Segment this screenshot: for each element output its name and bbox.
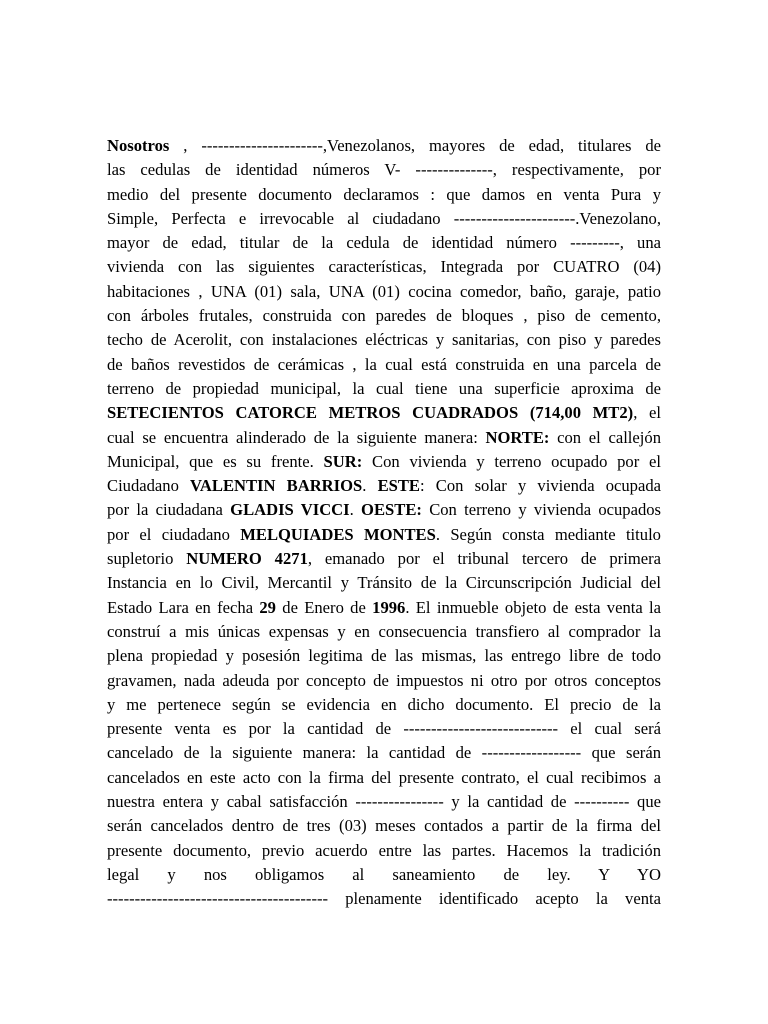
bold-text-segment: (714,00 MT2): [529, 403, 634, 423]
text-segment: Estado Lara en fecha: [107, 597, 260, 617]
text-line: [107, 863, 661, 887]
text-line: [107, 741, 661, 765]
text-line: [107, 401, 661, 425]
text-segment: construí a mis únicas expensas y en consecuencia transfiero al comprador la: [107, 621, 661, 641]
text-segment: , el: [633, 403, 661, 423]
text-line: [107, 717, 661, 741]
text-line: [107, 353, 661, 377]
text-segment: presente venta es por la cantidad de ---------------------------- el cual será: [107, 719, 661, 739]
contract-body-text: [107, 134, 661, 912]
text-line: [107, 839, 661, 863]
text-segment: , ----------------------,Venezolanos, mayores de edad, titulares de: [169, 136, 661, 155]
text-segment: mayor de edad, titular de la cedula de identidad número ---------, una: [107, 233, 661, 253]
text-segment: : Con solar y vivienda ocupada: [420, 476, 661, 496]
text-segment: . Según consta mediante titulo: [435, 524, 661, 544]
text-line: [107, 547, 661, 571]
text-segment: [518, 403, 530, 422]
text-segment: supletorio: [107, 549, 187, 569]
text-segment: gravamen, nada adeuda por concepto de impuestos ni otro por otros conceptos: [107, 670, 661, 690]
text-line: [107, 183, 661, 207]
bold-text-segment: SETECIENTOS CATORCE METROS CUADRADOS: [107, 403, 519, 423]
text-segment: Con vivienda y terreno ocupado por el: [362, 451, 661, 471]
text-line: [107, 474, 661, 498]
text-segment: de Enero de: [275, 597, 373, 617]
text-segment: Instancia en lo Civil, Mercantil y Tránsito de la Circunscripción Judicial del: [107, 573, 661, 593]
text-line: [107, 620, 661, 644]
text-line: [107, 596, 661, 620]
text-line: [107, 790, 661, 814]
text-line: [107, 523, 661, 547]
text-line: [107, 280, 661, 304]
text-segment: terreno de propiedad municipal, la cual tiene una superficie aproxima de: [107, 378, 661, 398]
text-segment: . El inmueble objeto de esta venta la: [405, 597, 661, 617]
bold-text-segment: SUR:: [323, 451, 363, 471]
text-segment: ---------------------------------------- plenamente identificado acepto la venta: [107, 889, 661, 909]
bold-text-segment: 29: [259, 597, 276, 617]
text-line: [107, 887, 661, 911]
text-segment: serán cancelados dentro de tres (03) meses contados a partir de la firma del: [107, 816, 661, 836]
text-segment: cual se encuentra alinderado de la siguiente manera:: [107, 427, 486, 447]
text-line: [107, 207, 661, 231]
bold-text-segment: VALENTIN BARRIOS: [190, 476, 363, 496]
text-line: [107, 158, 661, 182]
bold-text-segment: NUMERO 4271: [186, 549, 308, 569]
text-segment: con árboles frutales, construida con paredes de bloques , piso de cemento,: [107, 306, 661, 326]
text-segment: vivienda con las siguientes características, Integrada por CUATRO (04): [107, 257, 661, 277]
text-segment: de baños revestidos de cerámicas , la cual está construida en una parcela de: [107, 354, 661, 374]
text-line: [107, 255, 661, 279]
text-segment: Con terreno y vivienda ocupados: [421, 500, 662, 520]
text-line: [107, 231, 661, 255]
text-segment: por la ciudadana: [107, 500, 231, 520]
text-line: [107, 304, 661, 328]
text-segment: Ciudadano: [107, 476, 191, 496]
bold-text-segment: GLADIS VICCI: [230, 500, 350, 520]
text-line: [107, 134, 661, 158]
text-segment: medio del presente documento declaramos : que damos en venta Pura y: [107, 184, 661, 204]
text-segment: .: [349, 500, 362, 520]
bold-text-segment: OESTE:: [361, 500, 422, 520]
text-segment: por el ciudadano: [107, 524, 241, 544]
text-line: [107, 814, 661, 838]
text-line: [107, 328, 661, 352]
text-segment: nuestra entera y cabal satisfacción ---------------- y la cantidad de ---------- que: [107, 792, 661, 812]
text-line: [107, 766, 661, 790]
text-segment: Simple, Perfecta e irrevocable al ciudadano ----------------------.Venezolano,: [107, 208, 661, 228]
text-segment: techo de Acerolit, con instalaciones eléctricas y sanitarias, con piso y paredes: [107, 330, 661, 350]
text-line: [107, 426, 661, 450]
bold-text-segment: ESTE: [377, 476, 420, 496]
text-line: [107, 693, 661, 717]
bold-text-segment: MELQUIADES MONTES: [240, 524, 436, 544]
text-segment: .: [362, 476, 378, 496]
text-line: [107, 571, 661, 595]
text-line: [107, 644, 661, 668]
text-segment: legal y nos obligamos al saneamiento de ley. Y YO: [107, 864, 661, 884]
text-line: [107, 498, 661, 522]
text-segment: las cedulas de identidad números V- --------------, respectivamente, por: [107, 160, 661, 180]
bold-text-segment: Nosotros: [107, 136, 170, 155]
text-segment: con el callejón: [549, 427, 661, 447]
text-segment: y me pertenece según se evidencia en dicho documento. El precio de la: [107, 694, 661, 714]
text-segment: plena propiedad y posesión legitima de las mismas, las entrego libre de todo: [107, 646, 661, 666]
text-segment: presente documento, previo acuerdo entre las partes. Hacemos la tradición: [107, 840, 661, 860]
bold-text-segment: 1996: [372, 597, 406, 617]
text-segment: cancelado de la siguiente manera: la cantidad de ------------------ que serán: [107, 743, 661, 763]
text-line: [107, 669, 661, 693]
text-segment: habitaciones , UNA (01) sala, UNA (01) cocina comedor, baño, garaje, patio: [107, 281, 661, 301]
text-line: [107, 450, 661, 474]
text-segment: , emanado por el tribunal tercero de primera: [307, 549, 661, 569]
text-segment: Municipal, que es su frente.: [107, 451, 324, 471]
bold-text-segment: NORTE:: [485, 427, 550, 447]
text-line: [107, 377, 661, 401]
text-segment: cancelados en este acto con la firma del presente contrato, el cual recibimos a: [107, 767, 661, 787]
